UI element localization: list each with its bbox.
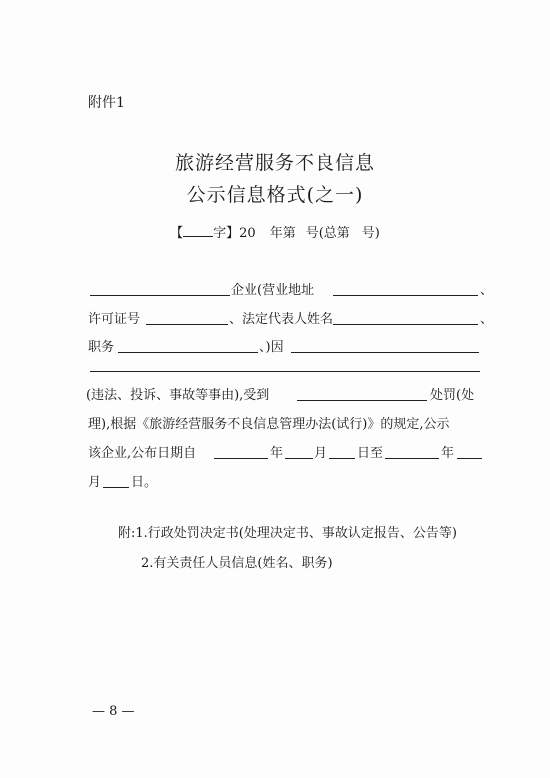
start-day-to-label: 日至	[357, 446, 384, 461]
comma-1: 、	[480, 283, 494, 298]
regulation-line: 理),根据《旅游经营服务不良信息管理办法(试行)》的规定,公示	[88, 417, 450, 432]
license-label: 许可证号	[88, 312, 141, 327]
page-number: — 8 —	[92, 704, 135, 719]
blank-reason-2	[90, 371, 480, 372]
document-number	[0, 222, 550, 241]
end-month-label: 月	[88, 475, 102, 490]
because-label: 、)因	[259, 340, 284, 355]
start-year-label: 年	[270, 446, 284, 461]
legal-rep-label: 、法定代表人姓名	[229, 312, 334, 327]
blank-end-day	[103, 487, 129, 488]
blank-business-address	[333, 295, 478, 296]
end-day-label: 日。	[131, 475, 158, 490]
blank-position	[118, 352, 258, 353]
docno-blank	[183, 224, 213, 237]
attachment-item-1: 附:1.行政处罚决定书(处理决定书、事故认定报告、公告等)	[118, 526, 457, 541]
title-line-2: 公示信息格式(之一)	[186, 184, 364, 206]
blank-reason-1	[291, 352, 479, 353]
attachment-item-2: 2.有关责任人员信息(姓名、职务)	[141, 556, 333, 571]
company-label: 企业(营业地址	[231, 283, 315, 298]
attachment-label: 附件1	[88, 95, 125, 111]
blank-legal-rep-name	[333, 324, 478, 325]
end-year-label: 年	[441, 446, 455, 461]
docno-nian: 年第	[269, 226, 296, 241]
docno-hao: 号(总第	[305, 226, 350, 241]
blank-start-day	[329, 458, 355, 459]
comma-2: 、	[480, 312, 494, 327]
position-label: 职务	[88, 340, 115, 355]
blank-penalty-authority	[297, 400, 427, 401]
blank-end-month	[457, 458, 482, 459]
start-month-label: 月	[314, 446, 328, 461]
blank-company-name	[90, 295, 230, 296]
penalty-start: 处罚(处	[430, 388, 475, 403]
publication-date-label: 该企业,公布日期自	[88, 446, 197, 461]
blank-start-year	[214, 458, 268, 459]
docno-zi: 字】20	[213, 226, 256, 241]
blank-end-year	[385, 458, 439, 459]
title-line-1: 旅游经营服务不良信息	[174, 152, 375, 174]
reason-note: (违法、投诉、事故等事由),受到	[86, 388, 270, 403]
docno-hao-end: 号)	[361, 226, 380, 241]
docno-bracket-open: 【	[170, 226, 184, 241]
blank-start-month	[285, 458, 313, 459]
blank-license-number	[146, 324, 228, 325]
